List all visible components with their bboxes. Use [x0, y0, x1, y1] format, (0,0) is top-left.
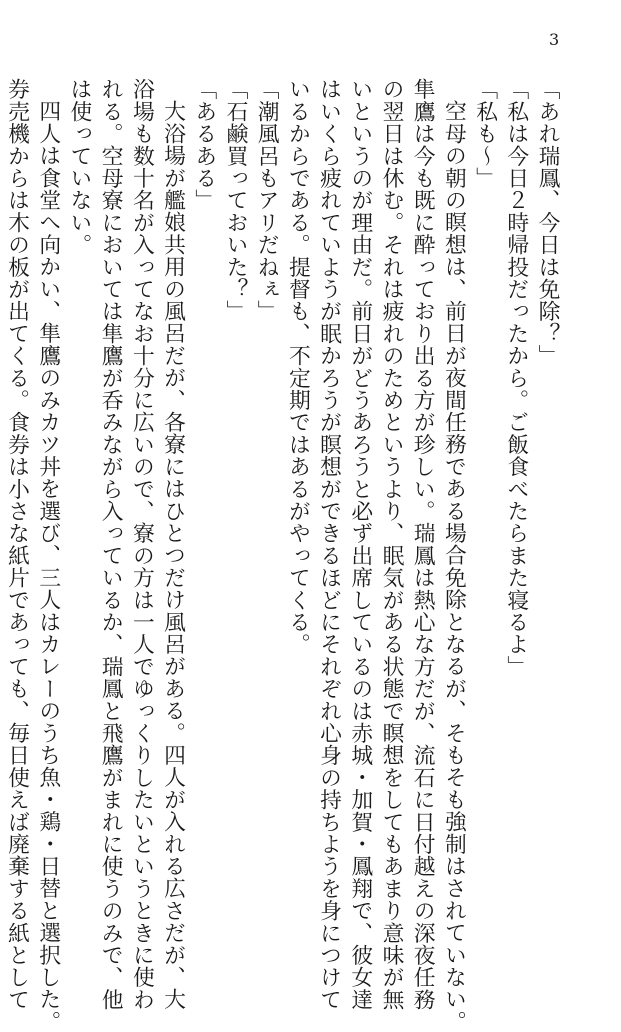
text-line: 大浴場が艦娘共用の風呂だが、各寮にはひとつだけ風呂がある。四人が入れる広さだが、大 [160, 99, 186, 1010]
text-line: 浴場も数十名が入ってなお十分に広いので、寮の方は一人でゆっくりしたいというときに使わ [129, 78, 155, 1011]
text-line: いるからである。提督も、不定期ではあるがやってくる。 [285, 78, 311, 656]
text-line: 空母の朝の瞑想は、前日が夜間任務である場合免除となるが、そもそも強制はされていない。 [441, 99, 467, 1032]
text-line: れる。空母寮においては隼鷹が呑みながら入っているか、瑞鳳と飛鷹がまれに使うのみで、他 [98, 78, 124, 1011]
text-line: の翌日は休む。それは疲れのためというより、眠気がある状態で瞑想をしてもあまり意味が無 [378, 78, 404, 1011]
text-line: 「私も～」 [472, 78, 498, 189]
text-line: 四人は食堂へ向かい、隼鷹のみカツ丼を選び、三人はカレーのうち魚・鶏・日替と選択した。 [35, 99, 61, 1032]
page-number: 3 [549, 30, 560, 49]
text-line: 「潮風呂もアリだねぇ」 [254, 78, 280, 323]
text-line: 券売機からは木の板が出てくる。食券は小さな紙片であっても、毎日使えば廃棄する紙として [4, 78, 30, 1011]
text-line: は使っていない。 [66, 78, 92, 256]
text-line: 「あれ瑞鳳、今日は免除？」 [535, 78, 560, 367]
text-line: 隼鷹は今も既に酔っており出る方が珍しい。瑞鳳は熱心な方だが、流石に日付越えの深夜任務 [410, 78, 436, 1011]
text-line: 「石鹸買っておいた？」 [222, 78, 248, 323]
text-line: いというのが理由だ。前日がどうあろうと必ず出席しているのは赤城・加賀・鳳翔で、彼女達 [347, 78, 373, 1011]
text-line: 「私は今日２時帰投だったから。ご飯食べたらまた寝るよ」 [503, 78, 529, 678]
text-line: はいくら疲れていようが眠かろうが瞑想ができるほどにそれぞれ心身の持ちようを身につけて [316, 78, 342, 1011]
body-text [1, 78, 563, 1032]
text-line: 「あるある」 [191, 78, 217, 212]
